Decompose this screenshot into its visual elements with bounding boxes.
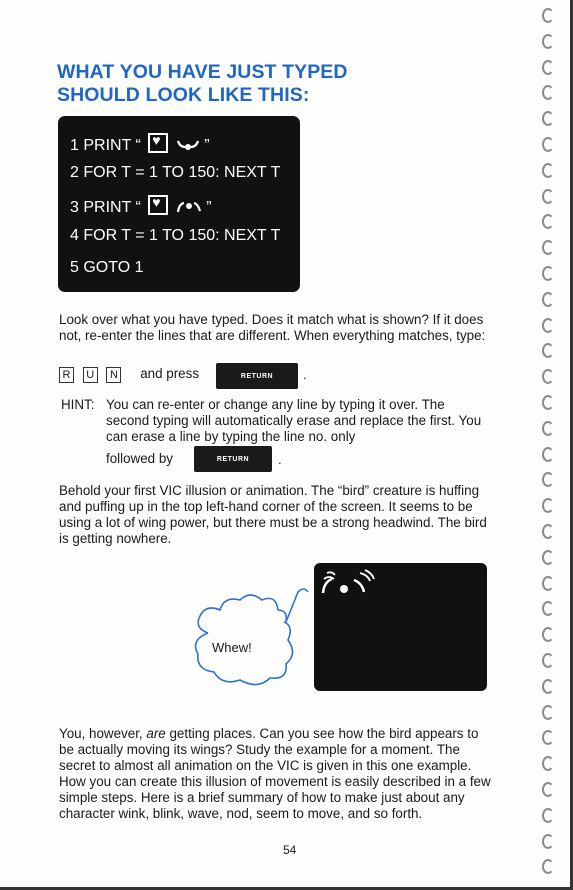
return-key: RETURN	[216, 363, 298, 389]
binding-ring	[542, 214, 554, 229]
heading-line-1: WHAT YOU HAVE JUST TYPED	[57, 61, 348, 83]
binding-ring	[542, 782, 554, 797]
binding-ring	[542, 859, 554, 874]
binding-ring	[542, 395, 554, 410]
binding-ring	[542, 111, 554, 126]
sentence-period: .	[278, 452, 282, 467]
heart-icon: ♥	[148, 195, 168, 215]
thought-cloud-illustration	[186, 588, 316, 690]
bird-wings-down-icon	[176, 138, 200, 152]
run-instruction	[59, 366, 199, 383]
binding-ring	[542, 189, 554, 204]
hint-text: You can re-enter or change any line by typing it over. The second typing will automatically erase and replace the first. You can erase a line by typing the line no. only	[106, 397, 482, 444]
binding-ring	[542, 834, 554, 849]
closing-paragraph: You, however, are getting places. Can you see how the bird appears to be actually moving its wings? Study the example for a moment. The secret to almost all animation on the VIC is given in this one example. How you can create this illusion of movement is easily described in a few simple steps. Here is a brief summary of how to make just about any character wink, blink, wave, nod, seem to move, and so forth.	[59, 726, 491, 821]
binding-ring	[542, 653, 554, 668]
binding-ring	[542, 137, 554, 152]
binding-ring	[542, 679, 554, 694]
bird-wings-up-icon	[176, 200, 202, 214]
binding-ring	[542, 421, 554, 436]
binding-ring	[542, 550, 554, 565]
binding-ring	[542, 576, 554, 591]
key-r: R	[59, 367, 74, 383]
binding-ring	[542, 472, 554, 487]
binding-ring	[542, 601, 554, 616]
binding-ring	[542, 369, 554, 384]
return-key: RETURN	[194, 446, 272, 472]
key-n: N	[106, 367, 121, 383]
code-line-2: 2 FOR T = 1 TO 150: NEXT T	[70, 164, 281, 181]
code-listing-screen	[58, 116, 300, 292]
heart-icon: ♥	[148, 133, 168, 153]
sentence-period: .	[303, 367, 307, 382]
binding-ring	[542, 163, 554, 178]
binding-ring	[542, 524, 554, 539]
binding-ring	[542, 318, 554, 333]
spiral-binding	[542, 8, 564, 888]
code-line-1: 1 PRINT “ ♥ ”	[70, 132, 210, 154]
hint-label: HINT:	[61, 397, 95, 412]
binding-ring	[542, 730, 554, 745]
binding-ring	[542, 240, 554, 255]
heading-line-2: SHOULD LOOK LIKE THIS:	[57, 84, 310, 106]
binding-ring	[542, 34, 554, 49]
binding-ring	[542, 60, 554, 75]
binding-ring	[542, 8, 554, 23]
binding-ring	[542, 498, 554, 513]
binding-ring	[542, 266, 554, 281]
binding-ring	[542, 343, 554, 358]
binding-ring	[542, 292, 554, 307]
instruction-paragraph: Look over what you have typed. Does it match what is shown? If it does not, re-enter the lines that are different. When everything matches, type:	[59, 312, 486, 343]
page-number: 54	[283, 843, 297, 857]
binding-ring	[542, 447, 554, 462]
bird-animation-icon	[318, 567, 378, 607]
binding-ring	[542, 85, 554, 100]
cloud-text: Whew!	[212, 640, 252, 655]
binding-ring	[542, 705, 554, 720]
code-line-3: 3 PRINT “ ♥ ”	[70, 194, 212, 216]
code-line-5: 5 GOTO 1	[70, 259, 144, 276]
hint-followed-by: followed by	[106, 451, 173, 466]
behold-paragraph: Behold your first VIC illusion or animation. The “bird” creature is huffing and puffing up in the top left-hand corner of the screen. It seems to be using a lot of wing power, but there must be a strong headwind. The bird is getting nowhere.	[59, 483, 487, 546]
code-line-4: 4 FOR T = 1 TO 150: NEXT T	[70, 227, 281, 244]
animation-screen	[314, 563, 487, 691]
key-u: U	[83, 367, 98, 383]
binding-ring	[542, 627, 554, 642]
binding-ring	[542, 756, 554, 771]
and-press-label: and press	[140, 366, 200, 381]
section-heading	[57, 61, 348, 107]
binding-ring	[542, 808, 554, 823]
